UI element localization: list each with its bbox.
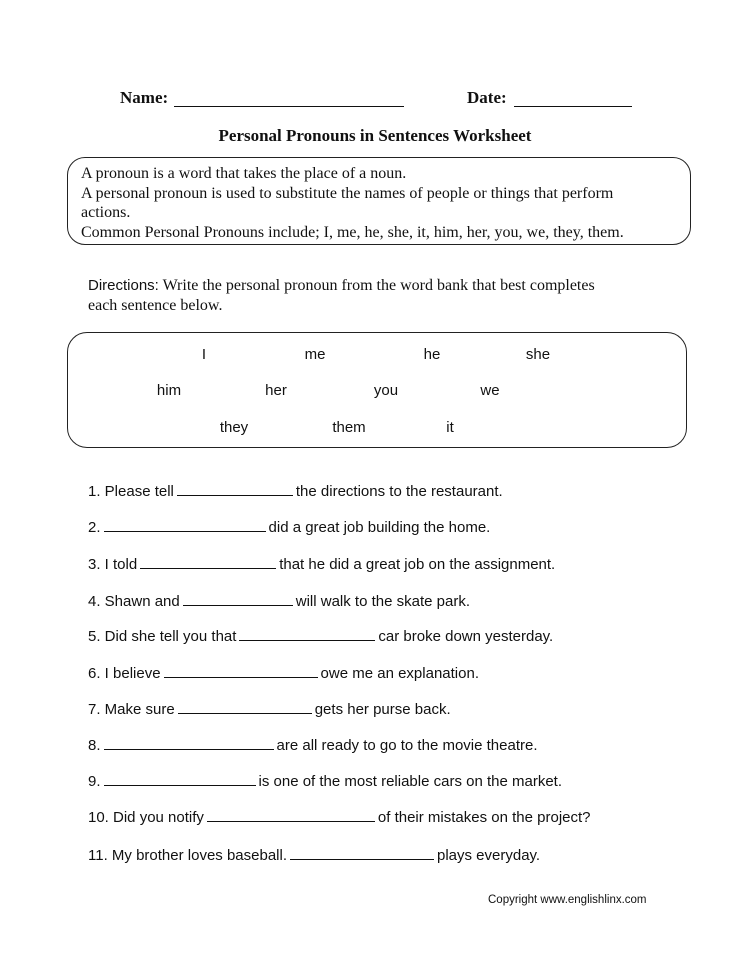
answer-blank[interactable]	[183, 590, 293, 606]
definition-line: actions.	[81, 204, 131, 221]
question-text-before: 5. Did she tell you that	[88, 628, 237, 645]
word-bank-item: him	[156, 382, 182, 399]
definition-line: A personal pronoun is used to substitute the names of people or things that perform	[81, 184, 614, 202]
directions-text: Write the personal pronoun from the word bank that best completes	[162, 277, 595, 294]
directions-text: each sentence below.	[88, 297, 223, 314]
question-item	[88, 662, 479, 682]
word-bank-item: we	[480, 382, 500, 399]
question-text-after: of their mistakes on the project?	[377, 809, 591, 826]
question-text-after: that he did a great job on the assignment.	[279, 556, 556, 573]
date-blank-line	[514, 106, 632, 107]
question-item	[88, 698, 451, 718]
definition-line: A pronoun is a word that takes the place of a noun.	[81, 165, 407, 182]
question-text-before: 8.	[88, 737, 101, 754]
answer-blank[interactable]	[164, 662, 318, 678]
directions	[88, 276, 668, 316]
question-text-after: will walk to the skate park.	[295, 593, 470, 610]
answer-blank[interactable]	[104, 734, 274, 750]
answer-blank[interactable]	[290, 844, 434, 860]
question-text-after: is one of the most reliable cars on the market.	[258, 773, 562, 790]
answer-blank[interactable]	[104, 516, 266, 532]
definition-line: Common Personal Pronouns include; I, me, he, she, it, him, her, you, we, they, them.	[81, 223, 624, 241]
question-text-before: 6. I believe	[88, 665, 161, 682]
question-text-after: are all ready to go to the movie theatre.	[276, 737, 538, 754]
question-text-after: plays everyday.	[437, 847, 541, 864]
word-bank-item: she	[525, 346, 551, 363]
copyright-notice: Copyright www.englishlinx.com	[488, 894, 647, 906]
question-item	[88, 480, 503, 500]
name-blank-line	[174, 106, 404, 107]
question-text-before: 2.	[88, 519, 101, 536]
worksheet-title: Personal Pronouns in Sentences Worksheet	[218, 126, 532, 145]
question-item	[88, 553, 555, 573]
question-text-after: did a great job building the home.	[268, 519, 491, 536]
question-text-after: the directions to the restaurant.	[295, 483, 503, 500]
answer-blank[interactable]	[177, 480, 293, 496]
word-bank-item: they	[219, 419, 249, 436]
question-text-after: owe me an explanation.	[320, 665, 479, 682]
directions-label: Directions:	[88, 277, 159, 294]
answer-blank[interactable]	[104, 770, 256, 786]
answer-blank[interactable]	[207, 806, 375, 822]
question-item	[88, 806, 591, 826]
question-text-after: car broke down yesterday.	[378, 628, 554, 645]
question-text-before: 1. Please tell	[88, 483, 174, 500]
word-bank-item: them	[332, 419, 366, 436]
word-bank-item: you	[373, 382, 399, 399]
word-bank	[67, 332, 687, 448]
word-bank-item: he	[423, 346, 441, 363]
word-bank-item: me	[304, 346, 326, 363]
answer-blank[interactable]	[140, 553, 276, 569]
question-text-before: 7. Make sure	[88, 701, 175, 718]
question-item	[88, 625, 553, 645]
answer-blank[interactable]	[178, 698, 312, 714]
question-text-before: 4. Shawn and	[88, 593, 180, 610]
word-bank-item: I	[201, 346, 207, 363]
question-item	[88, 844, 540, 864]
definition-box	[67, 157, 691, 245]
name-label: Name:	[120, 88, 169, 107]
question-text-before: 10. Did you notify	[88, 809, 204, 826]
question-text-before: 9.	[88, 773, 101, 790]
question-item	[88, 770, 562, 790]
word-bank-item: her	[265, 382, 287, 399]
question-text-after: gets her purse back.	[314, 701, 451, 718]
question-item	[88, 516, 490, 536]
answer-blank[interactable]	[239, 625, 375, 641]
header	[0, 88, 750, 112]
question-item	[88, 734, 538, 754]
date-label: Date:	[467, 88, 507, 107]
question-item	[88, 590, 470, 610]
question-text-before: 11. My brother loves baseball.	[88, 847, 287, 864]
question-text-before: 3. I told	[88, 556, 138, 573]
word-bank-item: it	[446, 419, 454, 436]
